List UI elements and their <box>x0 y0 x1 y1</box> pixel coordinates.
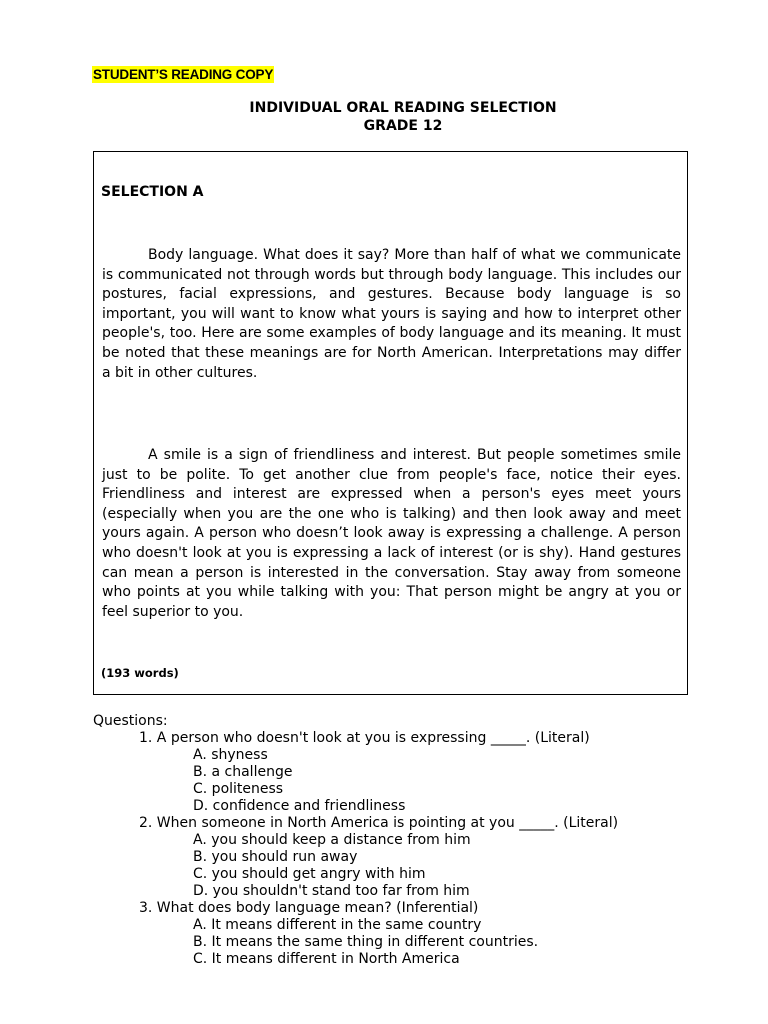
reading-copy-label: STUDENT’S READING COPY <box>93 67 274 82</box>
question-3-option-b: B. It means the same thing in different countries. <box>193 934 539 950</box>
selection-heading: SELECTION A <box>101 184 204 200</box>
question-3-option-a: A. It means different in the same country <box>193 917 482 933</box>
question-2-option-b: B. you should run away <box>193 849 358 865</box>
question-3: 3. What does body language mean? (Inferential) <box>139 900 479 916</box>
question-1-option-c: C. politeness <box>193 781 284 797</box>
question-1-option-a: A. shyness <box>193 747 268 763</box>
question-2: 2. When someone in North America is pointing at you _____. (Literal) <box>139 815 619 831</box>
question-2-option-d: D. you shouldn't stand too far from him <box>193 883 470 899</box>
question-1-option-d: D. confidence and friendliness <box>193 798 406 814</box>
question-3-option-c: C. It means different in North America <box>193 951 460 967</box>
selection-paragraph-1: Body language. What does it say? More than half of what we communicate is communicated not through words but through body language. This includes our postures, facial expressions, and gestures. Because body language is so important, you will want to know what yours is saying and how to interpret other people's, too. Here are some examples of body language and its meaning. It must be noted that these meanings are for North American. Interpretations may differ a bit in other cultures. <box>102 247 681 381</box>
selection-box <box>93 151 688 695</box>
question-2-option-a: A. you should keep a distance from him <box>193 832 471 848</box>
question-1-option-b: B. a challenge <box>193 764 293 780</box>
question-1: 1. A person who doesn't look at you is expressing _____. (Literal) <box>139 730 590 746</box>
selection-paragraph-2: A smile is a sign of friendliness and interest. But people sometimes smile just to be polite. To get another clue from people's face, notice their eyes. Friendliness and interest are expressed when a person's eyes meet yours (especially when you are the one who is talking) and then look away and meet yours again. A person who doesn’t look away is expressing a challenge. A person who doesn't look at you is expressing a lack of interest (or is shy). Hand gestures can mean a person is interested in the conversation. Stay away from someone who points at you while talking with you: That person might be angry at you or feel superior to you. <box>102 447 681 620</box>
question-2-option-c: C. you should get angry with him <box>193 866 426 882</box>
questions-section <box>93 713 733 968</box>
questions-heading: Questions: <box>93 713 168 729</box>
word-count: (193 words) <box>101 666 179 680</box>
grade-label: GRADE 12 <box>363 118 443 134</box>
document-title: INDIVIDUAL ORAL READING SELECTION <box>249 100 557 116</box>
